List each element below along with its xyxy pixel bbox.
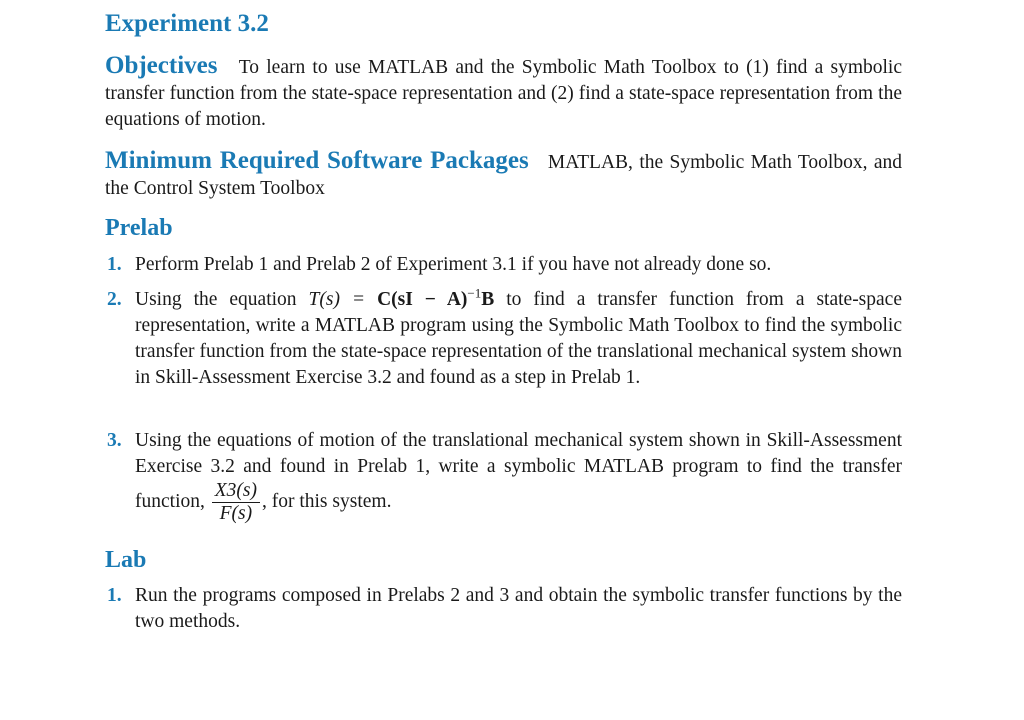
experiment-title: Experiment 3.2 xyxy=(105,10,269,37)
fraction-denominator: F(s) xyxy=(219,503,253,524)
lab-heading: Lab xyxy=(105,547,147,573)
equation-rhs: C(sI − A) xyxy=(377,289,468,310)
prelab-item-number: 1. xyxy=(107,254,122,275)
equation-lhs: T(s) = xyxy=(308,289,378,310)
software-heading: Minimum Required Software Packages xyxy=(105,147,529,174)
objectives-section xyxy=(105,53,902,133)
equation-tail: B xyxy=(481,289,495,310)
prelab-item-text xyxy=(135,428,902,525)
objectives-heading: Objectives xyxy=(105,52,218,79)
fraction-numerator: X3(s) xyxy=(212,480,260,503)
prelab-item-text: Perform Prelab 1 and Prelab 2 of Experiment 3.1 if you have not already done so. xyxy=(135,254,772,275)
prelab-item-text-post: to find a transfer function from a state-space representation, write a MATLAB program using the Symbolic Math Toolbox to find the symbolic transfer function from the state-space representation of the translational mechanical system shown in Skill-Assessment Exercise 3.2 and found as a step in Prelab 1. xyxy=(135,289,902,388)
prelab-item-text-post: , for this system. xyxy=(261,490,392,512)
software-text: MATLAB, the Symbolic Math Toolbox, and the Control System Toolbox xyxy=(105,152,902,199)
objectives-text: To learn to use MATLAB and the Symbolic Math Toolbox to (1) find a symbolic transfer function from the state-space representation and (2) find a state-space representation from the equations of motion. xyxy=(105,57,902,130)
prelab-item-number: 2. xyxy=(107,289,122,310)
transfer-function-fraction xyxy=(212,480,260,525)
prelab-item-number: 3. xyxy=(107,430,122,451)
lab-item-number: 1. xyxy=(107,585,122,606)
prelab-heading: Prelab xyxy=(105,215,173,241)
prelab-item-2 xyxy=(105,287,902,391)
software-section xyxy=(105,148,902,202)
prelab-item-text-pre: Using the equations of motion of the translational mechanical system shown in Skill-Assessment Exercise 3.2 and found in Prelab 1, write a symbolic MATLAB program to find the transfer function, xyxy=(135,430,902,512)
lab-item-1 xyxy=(105,583,902,635)
prelab-item-3 xyxy=(105,428,902,525)
prelab-item-text xyxy=(135,287,902,391)
equation-superscript: −1 xyxy=(467,285,482,301)
prelab-item-text-pre: Using the equation xyxy=(135,289,309,310)
prelab-item-1 xyxy=(105,252,902,278)
lab-item-text: Run the programs composed in Prelabs 2 and 3 and obtain the symbolic transfer functions by the two methods. xyxy=(135,585,902,632)
